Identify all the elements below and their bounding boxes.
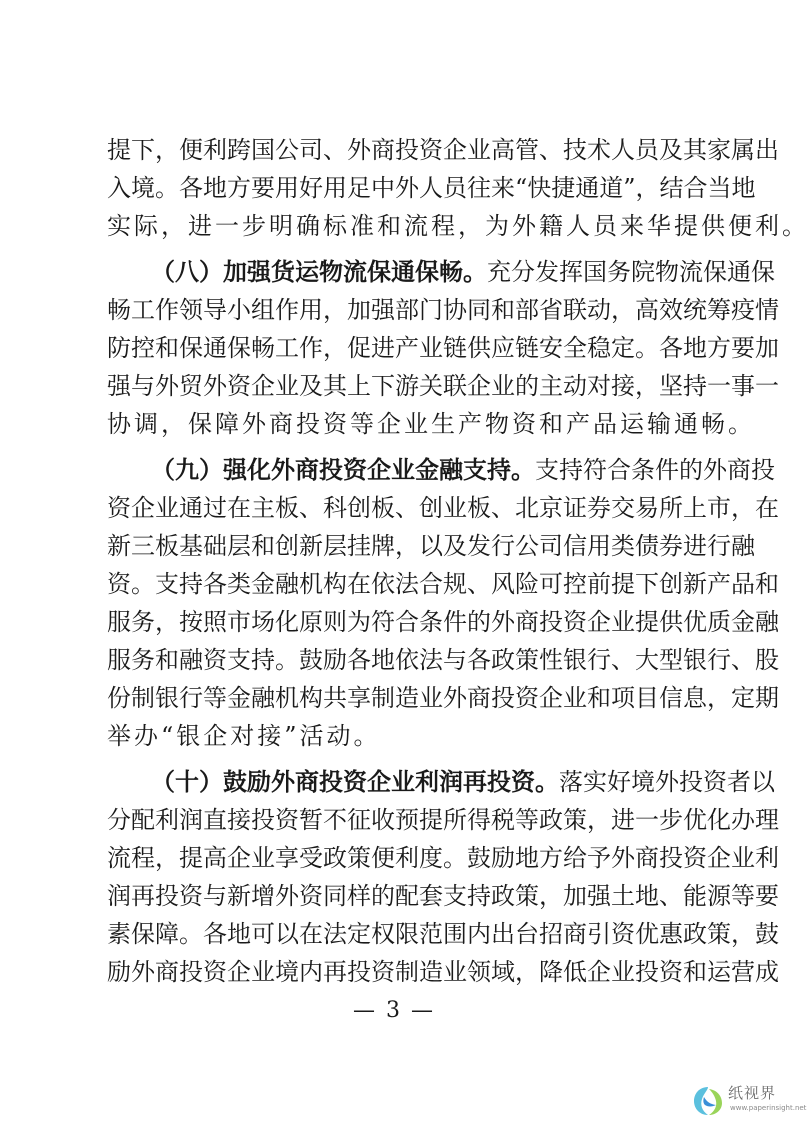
body-line: 协调，保障外商投资等企业生产物资和产品运输通畅。	[107, 410, 755, 438]
body-line: 防控和保通保畅工作，促进产业链供应链安全稳定。各地方要加	[107, 334, 779, 362]
body-line: 润再投资与新增外资同样的配套支持政策，加强土地、能源等要	[107, 882, 779, 910]
body-line: 畅工作领导小组作用，加强部门协同和部省联动，高效统筹疫情	[107, 296, 779, 324]
section-9-first-line: （九）强化外商投资企业金融支持。支持符合条件的外商投	[151, 455, 775, 484]
section-10-first-line: （十）鼓励外商投资企业利润再投资。落实好境外投资者以	[151, 767, 775, 796]
section-10-heading: （十）鼓励外商投资企业利润再投资。	[151, 767, 559, 796]
paperinsight-logo-icon	[690, 1083, 726, 1119]
page-number: — 3 —	[353, 998, 435, 1023]
body-line: 服务和融资支持。鼓励各地依法与各政策性银行、大型银行、股	[107, 646, 779, 674]
body-line: 提下，便利跨国公司、外商投资企业高管、技术人员及其家属出	[107, 136, 779, 164]
body-line: 分配利润直接投资暂不征收预提所得税等政策，进一步优化办理	[107, 806, 779, 834]
body-line: 强与外贸外资企业及其上下游关联企业的主动对接，坚持一事一	[107, 372, 779, 400]
watermark-url: www.paperinsight.net	[730, 1104, 807, 1112]
section-8-heading: （八）加强货运物流保通保畅。	[151, 257, 487, 286]
body-line: 新三板基础层和创新层挂牌，以及发行公司信用类债券进行融	[107, 532, 755, 560]
body-line: 实际，进一步明确标准和流程，为外籍人员来华提供便利。	[107, 212, 809, 240]
watermark-brand: 纸视界	[728, 1084, 777, 1102]
body-line: 份制银行等金融机构共享制造业外商投资企业和项目信息，定期	[107, 684, 779, 712]
body-line: 资企业通过在主板、科创板、创业板、北京证券交易所上市，在	[107, 494, 779, 522]
section-8-first-line: （八）加强货运物流保通保畅。充分发挥国务院物流保通保	[151, 257, 775, 286]
body-line: 流程，提高企业享受政策便利度。鼓励地方给予外商投资企业利	[107, 844, 779, 872]
body-line: 服务，按照市场化原则为符合条件的外商投资企业提供优质金融	[107, 608, 779, 636]
body-line: 入境。各地方要用好用足中外人员往来“快捷通道”，结合当地	[107, 174, 756, 202]
watermark	[690, 1083, 807, 1119]
section-9-heading: （九）强化外商投资企业金融支持。	[151, 455, 535, 484]
body-line: 举办“银企对接”活动。	[107, 722, 381, 750]
body-line: 资。支持各类金融机构在依法合规、风险可控前提下创新产品和	[107, 570, 779, 598]
body-line: 素保障。各地可以在法定权限范围内出台招商引资优惠政策，鼓	[107, 920, 779, 948]
body-line: 励外商投资企业境内再投资制造业领域，降低企业投资和运营成	[107, 958, 779, 986]
